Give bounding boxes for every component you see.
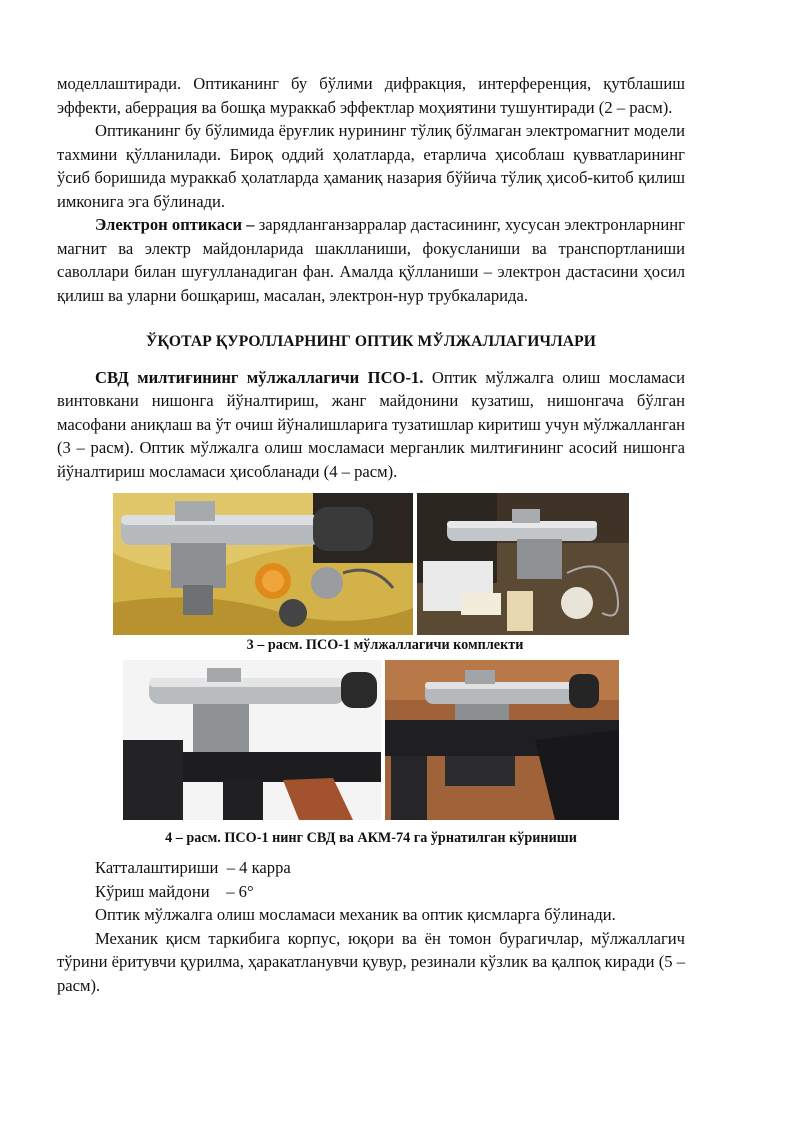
paragraph-4-text: Оптик мўлжалга олиш мосламаси винтовкани нишонга йўналтириш, жанг майдонини кузатиш, нишонгача бўлган масофани аниқлаш ва ўт очиш йўналишларига тузатишлар киритиш учун мўлжалланган (3 – расм). Оптик мўлжалга олиш мосламаси мерганлик милтиғининг асосий нишонга йўналтириш мосламаси ҳисобланади (4 – расм). bbox=[57, 367, 685, 481]
paragraph-6: Механик қисм таркибига корпус, юқори ва ён томон бурагичлар, мўлжаллагич тўрини ёритувчи қурилма, ҳаракатланувчи қувур, резинали кўзлик ва қалпоқ киради (5 – расм). bbox=[57, 928, 685, 995]
document-page bbox=[57, 72, 685, 997]
paragraph-2: Оптиканинг бу бўлимида ёруғлик нурининг тўлиқ бўлмаган электромагнит модели тахмини қўлланилади. Бироқ оддий ҳолатларда, етарлича ҳисоблаш қувватларининг ўсиб боришида мураккаб ҳолатларда ҳаманиқ назария бўйича тўлиқ ҳисоб-китоб қилиш имконига эга бўлинади. bbox=[57, 121, 685, 211]
spec-magnification-label: Катталаштириши bbox=[95, 858, 219, 877]
section-heading: ЎҚОТАР ҚУРОЛЛАРНИНГ ОПТИК МЎЛЖАЛЛАГИЧЛАРИ bbox=[145, 333, 597, 350]
term-pso1: СВД милтиғининг мўлжаллагичи ПСО-1. bbox=[95, 367, 424, 387]
spec-field-of-view-label: Кўриш майдони bbox=[95, 881, 210, 901]
figure-4 bbox=[57, 660, 685, 820]
spec-field-of-view bbox=[57, 880, 685, 904]
spec-magnification bbox=[57, 856, 685, 880]
paragraph-5: Оптик мўлжалга олиш мосламаси механик ва оптик қисмларга бўлинади. bbox=[95, 905, 616, 924]
figure-3-caption: 3 – расм. ПСО-1 мўлжаллагичи комплекти bbox=[246, 637, 524, 653]
spec-magnification-value: – 4 карра bbox=[226, 858, 291, 877]
figure-3 bbox=[57, 493, 685, 635]
photo-pso1-kit-case bbox=[113, 493, 413, 635]
term-electron-optics: Электрон оптикаси – bbox=[95, 215, 255, 234]
paragraph-1: моделлаштиради. Оптиканинг бу бўлими дифракция, интерференция, қутблашиш эффекти, аберрация ва бошқа мураккаб эффектлар моҳиятини тушунтиради (2 – расм). bbox=[57, 74, 685, 117]
photo-pso1-on-svd bbox=[123, 660, 381, 820]
paragraph-3-text: зарядланганзарралар дастасининг, хусусан электронларнинг магнит ва электр майдонларида шаклланиши, фокусланиши ва транспортланиши саволлари билан шуғулланадиган фан. Амалда қўлланиши – электрон дастасини ҳосил қилиш ва уларни бошқариш, масалан, электрон-нур трубкаларида. bbox=[57, 215, 685, 305]
paragraph-3 bbox=[57, 213, 685, 307]
spec-field-of-view-value: – 6° bbox=[226, 881, 254, 901]
paragraph-4 bbox=[57, 366, 685, 484]
photo-pso1-on-akm74 bbox=[385, 660, 619, 820]
photo-pso1-kit-accessories bbox=[417, 493, 629, 635]
figure-4-caption: 4 – расм. ПСО-1 нинг СВД ва АКМ-74 га ўрнатилган кўриниши bbox=[165, 830, 577, 846]
